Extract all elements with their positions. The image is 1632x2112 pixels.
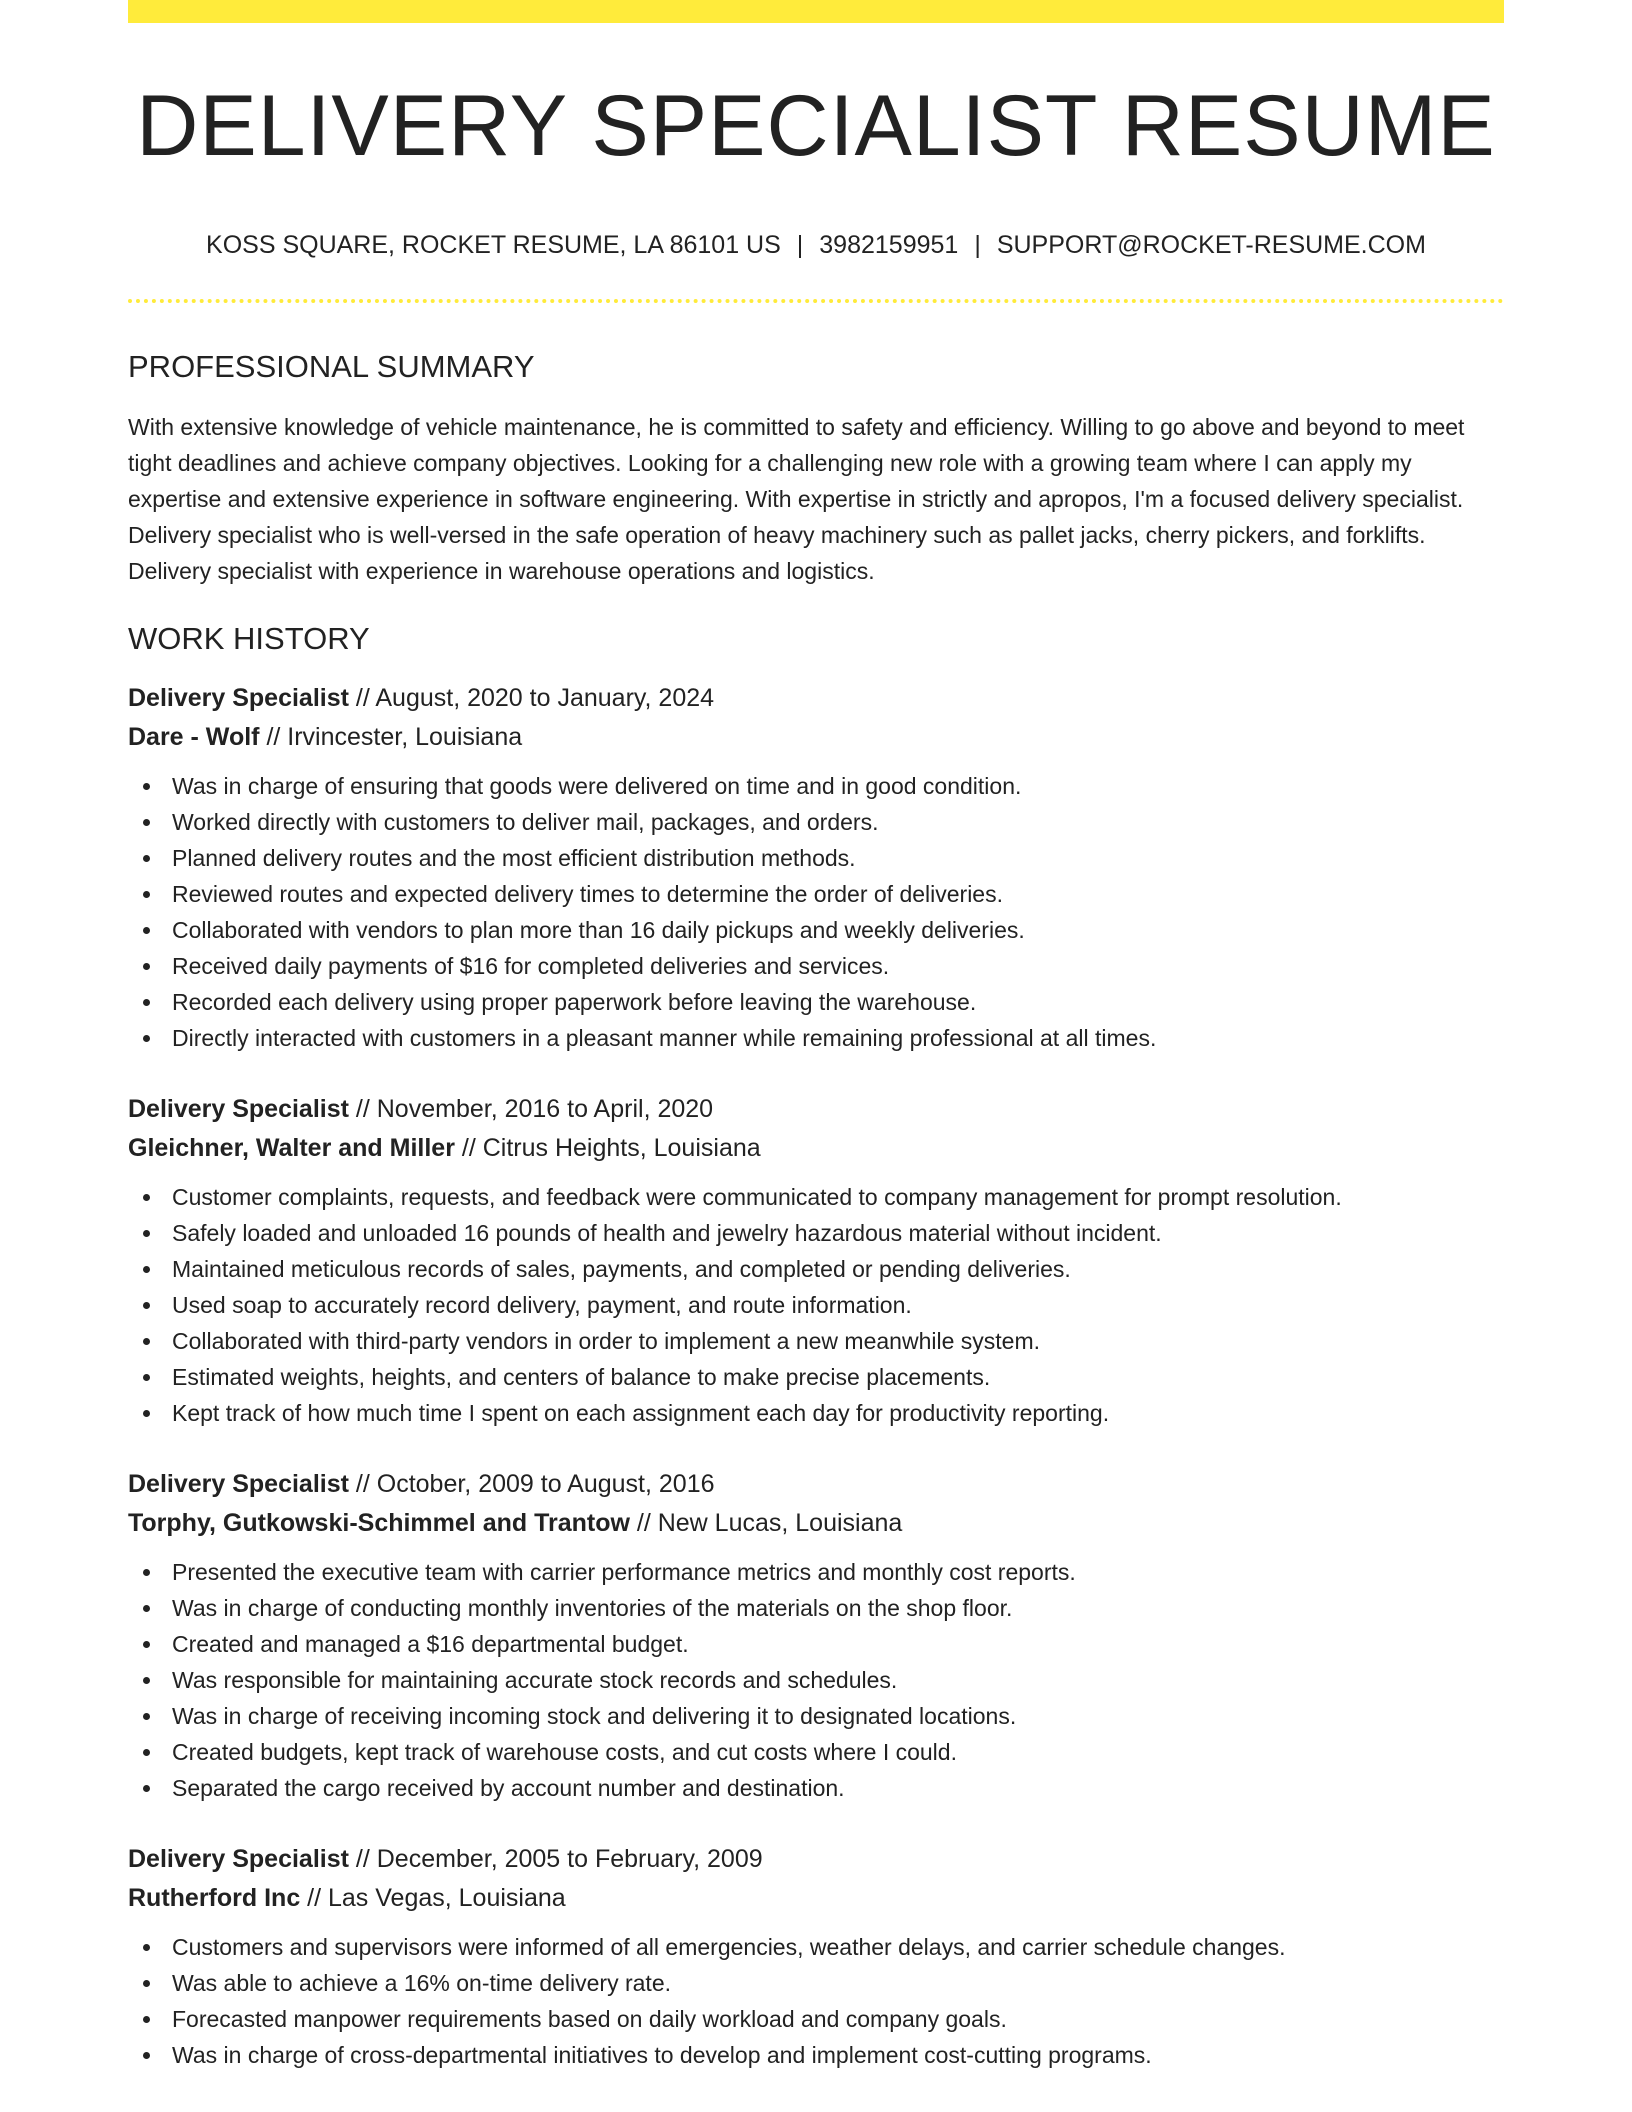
bullet-dot-icon [143, 1641, 150, 1648]
bullet-dot-icon [143, 1569, 150, 1576]
job-bullets [128, 1554, 1504, 1806]
list-item [128, 768, 1504, 804]
list-item [128, 1929, 1504, 1965]
list-item [128, 912, 1504, 948]
bullet-text: Was in charge of cross-departmental initiatives to develop and implement cost-cutting programs. [172, 2042, 1152, 2068]
contact-email: SUPPORT@ROCKET-RESUME.COM [996, 231, 1426, 259]
bullet-text: Was in charge of conducting monthly inventories of the materials on the shop floor. [172, 1595, 1013, 1621]
list-item [128, 1251, 1504, 1287]
contact-phone: 3982159951 [819, 231, 959, 259]
bullet-text: Was in charge of ensuring that goods were delivered on time and in good condition. [172, 773, 1022, 799]
bullet-dot-icon [143, 1302, 150, 1309]
job-bullets [128, 768, 1504, 1056]
job-company: Gleichner, Walter and Miller [128, 1134, 455, 1162]
job-company-line [128, 718, 1504, 757]
list-item [128, 1662, 1504, 1698]
job-company-line [128, 1504, 1504, 1543]
bullet-text: Was responsible for maintaining accurate stock records and schedules. [172, 1667, 898, 1693]
job-location: // Irvincester, Louisiana [259, 723, 523, 751]
bullet-text: Created and managed a $16 departmental budget. [172, 1631, 689, 1657]
bullet-text: Directly interacted with customers in a pleasant manner while remaining professional at all times. [172, 1025, 1157, 1051]
accent-top-bar [128, 0, 1504, 23]
resume-title: DELIVERY SPECIALIST RESUME [136, 78, 1496, 174]
bullet-text: Safely loaded and unloaded 16 pounds of health and jewelry hazardous material without incident. [172, 1220, 1162, 1246]
job-entry [128, 1465, 1504, 1806]
bullet-text: Collaborated with vendors to plan more than 16 daily pickups and weekly deliveries. [172, 917, 1025, 943]
bullet-text: Kept track of how much time I spent on each assignment each day for productivity reporting. [172, 1400, 1110, 1426]
list-item [128, 1323, 1504, 1359]
list-item [128, 1770, 1504, 1806]
bullet-dot-icon [143, 1035, 150, 1042]
bullet-text: Was able to achieve a 16% on-time delivery rate. [172, 1970, 672, 1996]
bullet-dot-icon [143, 1677, 150, 1684]
bullet-text: Maintained meticulous records of sales, payments, and completed or pending deliveries. [172, 1256, 1071, 1282]
bullet-text: Recorded each delivery using proper paperwork before leaving the warehouse. [172, 989, 977, 1015]
list-item [128, 1395, 1504, 1431]
list-item [128, 1734, 1504, 1770]
bullet-dot-icon [143, 819, 150, 826]
list-item [128, 876, 1504, 912]
job-role: Delivery Specialist [128, 1845, 349, 1873]
list-item [128, 804, 1504, 840]
job-dates: // August, 2020 to January, 2024 [348, 684, 715, 712]
job-title-line [128, 1090, 1504, 1129]
job-location: // New Lucas, Louisiana [629, 1509, 903, 1537]
job-company: Torphy, Gutkowski-Schimmel and Trantow [128, 1509, 630, 1537]
work-history-heading: WORK HISTORY [128, 621, 370, 656]
bullet-dot-icon [143, 1785, 150, 1792]
job-role: Delivery Specialist [128, 1095, 349, 1123]
list-item [128, 2037, 1504, 2073]
list-item [128, 1359, 1504, 1395]
bullet-dot-icon [143, 1980, 150, 1987]
job-title-line [128, 679, 1504, 718]
job-entry [128, 1090, 1504, 1431]
contact-separator: | [974, 231, 981, 259]
bullet-dot-icon [143, 1374, 150, 1381]
bullet-text: Separated the cargo received by account number and destination. [172, 1775, 845, 1801]
job-entry [128, 679, 1504, 1056]
job-bullets [128, 1179, 1504, 1431]
bullet-dot-icon [143, 1266, 150, 1273]
bullet-text: Forecasted manpower requirements based on daily workload and company goals. [172, 2006, 1007, 2032]
job-dates: // November, 2016 to April, 2020 [348, 1095, 714, 1123]
bullet-text: Customers and supervisors were informed of all emergencies, weather delays, and carrier schedule changes. [172, 1934, 1286, 1960]
list-item [128, 1020, 1504, 1056]
job-location: // Las Vegas, Louisiana [300, 1884, 566, 1912]
list-item [128, 1698, 1504, 1734]
list-item [128, 840, 1504, 876]
job-company-line [128, 1129, 1504, 1168]
job-entry [128, 1840, 1504, 2073]
dotted-divider [128, 299, 1504, 303]
bullet-dot-icon [143, 1338, 150, 1345]
job-role: Delivery Specialist [128, 1470, 349, 1498]
list-item [128, 1554, 1504, 1590]
bullet-text: Customer complaints, requests, and feedback were communicated to company management for prompt resolution. [172, 1184, 1342, 1210]
job-title-line [128, 1465, 1504, 1504]
bullet-dot-icon [143, 1230, 150, 1237]
bullet-text: Collaborated with third-party vendors in order to implement a new meanwhile system. [172, 1328, 1041, 1354]
job-company: Rutherford Inc [128, 1884, 301, 1912]
bullet-dot-icon [143, 927, 150, 934]
bullet-text: Used soap to accurately record delivery, payment, and route information. [172, 1292, 912, 1318]
bullet-text: Reviewed routes and expected delivery times to determine the order of deliveries. [172, 881, 1003, 907]
job-company-line [128, 1879, 1504, 1918]
bullet-dot-icon [143, 1944, 150, 1951]
job-dates: // October, 2009 to August, 2016 [348, 1470, 715, 1498]
list-item [128, 2001, 1504, 2037]
summary-text: With extensive knowledge of vehicle maintenance, he is committed to safety and efficiency. Willing to go above and beyond to meet tight deadlines and achieve company objectives. Looking for a challenging new role with a growing team where I can apply my expertise and extensive experience in software engineering. With expertise in strictly and apropos, I'm a focused delivery specialist. Delivery specialist who is well-versed in the safe operation of heavy machinery such as pallet jacks, cherry pickers, and forklifts. Delivery specialist with experience in warehouse operations and logistics. [128, 414, 1465, 584]
contact-separator: | [796, 231, 804, 259]
bullet-text: Received daily payments of $16 for completed deliveries and services. [172, 953, 890, 979]
bullet-dot-icon [143, 1605, 150, 1612]
bullet-dot-icon [143, 963, 150, 970]
job-bullets [128, 1929, 1504, 2073]
bullet-dot-icon [143, 855, 150, 862]
job-company: Dare - Wolf [128, 723, 260, 751]
bullet-text: Created budgets, kept track of warehouse costs, and cut costs where I could. [172, 1739, 957, 1765]
bullet-dot-icon [143, 1410, 150, 1417]
job-location: // Citrus Heights, Louisiana [454, 1134, 761, 1162]
list-item [128, 948, 1504, 984]
list-item [128, 1215, 1504, 1251]
bullet-text: Estimated weights, heights, and centers of balance to make precise placements. [172, 1364, 991, 1390]
job-dates: // December, 2005 to February, 2009 [348, 1845, 763, 1873]
list-item [128, 1287, 1504, 1323]
summary-heading: PROFESSIONAL SUMMARY [128, 349, 535, 384]
list-item [128, 1626, 1504, 1662]
bullet-dot-icon [143, 1713, 150, 1720]
list-item [128, 1965, 1504, 2001]
bullet-dot-icon [143, 2016, 150, 2023]
bullet-text: Worked directly with customers to deliver mail, packages, and orders. [172, 809, 879, 835]
bullet-text: Presented the executive team with carrier performance metrics and monthly cost reports. [172, 1559, 1076, 1585]
contact-line [128, 233, 1504, 258]
bullet-dot-icon [143, 783, 150, 790]
list-item [128, 1179, 1504, 1215]
bullet-text: Planned delivery routes and the most efficient distribution methods. [172, 845, 856, 871]
bullet-dot-icon [143, 1749, 150, 1756]
bullet-dot-icon [143, 1194, 150, 1201]
bullet-dot-icon [143, 891, 150, 898]
job-title-line [128, 1840, 1504, 1879]
work-history-list [128, 679, 1504, 2073]
job-role: Delivery Specialist [128, 684, 349, 712]
bullet-dot-icon [143, 2052, 150, 2059]
bullet-dot-icon [143, 999, 150, 1006]
resume-page [128, 0, 1504, 2073]
contact-address: KOSS SQUARE, ROCKET RESUME, LA 86101 US [206, 231, 781, 259]
list-item [128, 1590, 1504, 1626]
list-item [128, 984, 1504, 1020]
bullet-text: Was in charge of receiving incoming stock and delivering it to designated locations. [172, 1703, 1017, 1729]
